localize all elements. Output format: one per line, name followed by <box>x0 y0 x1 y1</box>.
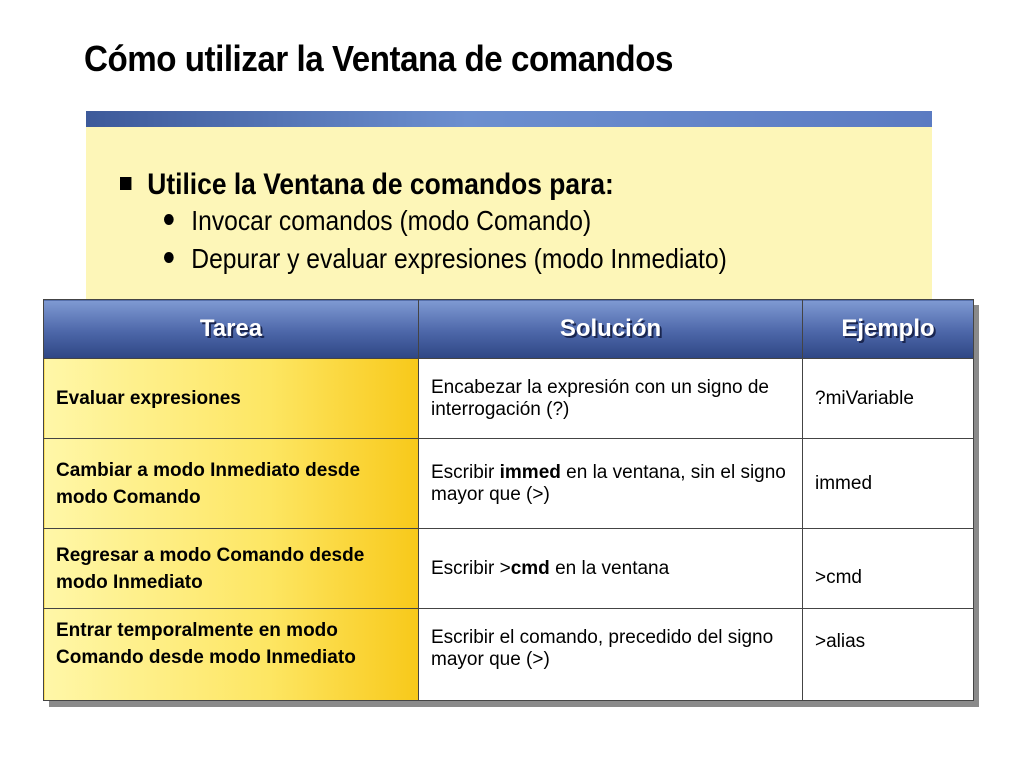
solution-keyword: cmd <box>510 557 550 579</box>
example-cell: ?miVariable <box>803 359 974 439</box>
header-ejemplo: Ejemplo <box>803 300 974 359</box>
solution-cell <box>419 439 803 529</box>
sub-bullet-text: Invocar comandos (modo Comando) <box>191 205 592 236</box>
table-header-row <box>44 300 974 359</box>
sub-bullet-1 <box>164 205 591 237</box>
task-cell: Entrar temporalmente en modo Comando desde modo Inmediato <box>44 609 419 701</box>
table-row <box>44 359 974 439</box>
table-row <box>44 439 974 529</box>
example-cell: immed <box>803 439 974 529</box>
table-row <box>44 529 974 609</box>
commands-table <box>43 299 974 701</box>
header-tarea: Tarea <box>44 300 419 359</box>
main-bullet-text: Utilice la Ventana de comandos para: <box>147 168 614 201</box>
solution-text: Escribir > <box>431 557 511 579</box>
sub-bullet-text: Depurar y evaluar expresiones (modo Inmediato) <box>191 243 727 274</box>
accent-bar <box>86 111 932 127</box>
solution-text: en la ventana, sin el signo mayor que (>) <box>431 461 786 505</box>
example-cell: >cmd <box>803 529 974 609</box>
solution-text: en la ventana <box>549 557 670 579</box>
main-bullet <box>120 168 614 202</box>
solution-cell: Encabezar la expresión con un signo de interrogación (?) <box>419 359 803 439</box>
header-solucion: Solución <box>419 300 803 359</box>
example-cell: >alias <box>803 609 974 701</box>
solution-cell: Escribir el comando, precedido del signo mayor que (>) <box>419 609 803 701</box>
slide-title: Cómo utilizar la Ventana de comandos <box>84 38 673 79</box>
sub-bullet-2 <box>164 243 727 275</box>
round-bullet-icon <box>164 214 174 225</box>
solution-keyword: immed <box>499 461 561 483</box>
task-cell: Regresar a modo Comando desde modo Inmediato <box>44 529 419 609</box>
solution-cell <box>419 529 803 609</box>
round-bullet-icon <box>164 252 174 263</box>
task-cell: Evaluar expresiones <box>44 359 419 439</box>
task-cell: Cambiar a modo Inmediato desde modo Comando <box>44 439 419 529</box>
square-bullet-icon <box>120 177 131 190</box>
solution-text: Escribir <box>431 461 500 483</box>
table-row <box>44 609 974 701</box>
